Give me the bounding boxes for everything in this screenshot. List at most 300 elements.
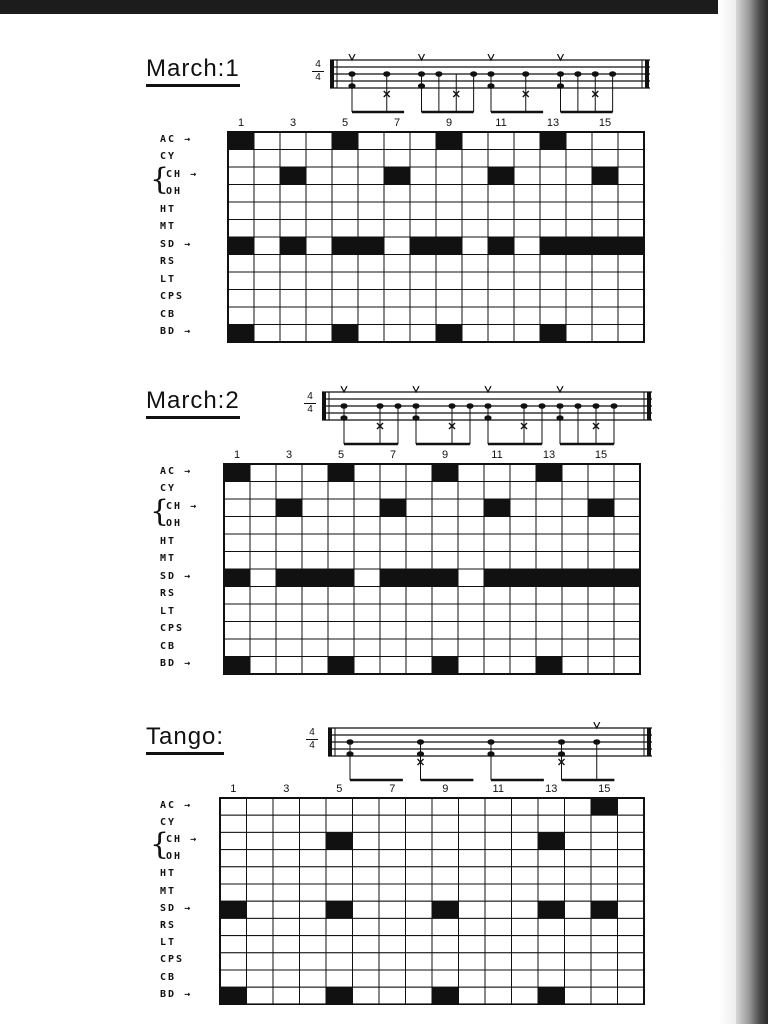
grid-cell-filled[interactable] [538,832,565,849]
grid-cell[interactable] [273,832,300,849]
grid-cell[interactable] [328,604,354,622]
grid-cell[interactable] [484,482,510,500]
grid-cell[interactable] [485,970,512,987]
grid-cell-filled[interactable] [540,237,566,255]
grid-cell[interactable] [458,604,484,622]
grid-cell[interactable] [220,832,247,849]
grid-cell[interactable] [436,220,462,238]
grid-cell[interactable] [592,307,618,325]
grid-cell-filled[interactable] [276,569,302,587]
grid-cell[interactable] [254,220,280,238]
grid-cell[interactable] [432,534,458,552]
grid-cell[interactable] [354,622,380,640]
grid-cell[interactable] [358,202,384,220]
grid-cell[interactable] [538,918,565,935]
grid-cell[interactable] [273,815,300,832]
grid-cell-filled[interactable] [432,657,458,675]
grid-cell[interactable] [280,307,306,325]
grid-cell[interactable] [459,936,486,953]
grid-cell[interactable] [459,832,486,849]
grid-cell-filled[interactable] [591,798,618,815]
grid-cell[interactable] [458,569,484,587]
grid-cell[interactable] [562,604,588,622]
grid-cell[interactable] [565,987,592,1004]
grid-cell[interactable] [358,325,384,343]
grid-cell[interactable] [565,918,592,935]
grid-cell[interactable] [326,918,353,935]
grid-cell[interactable] [273,918,300,935]
grid-cell-filled[interactable] [540,132,566,150]
grid-cell[interactable] [592,185,618,203]
grid-cell[interactable] [536,534,562,552]
grid-cell[interactable] [588,604,614,622]
grid-cell[interactable] [354,517,380,535]
grid-cell[interactable] [618,953,645,970]
grid-cell[interactable] [566,132,592,150]
grid-cell[interactable] [328,552,354,570]
grid-cell[interactable] [514,290,540,308]
grid-cell[interactable] [247,953,274,970]
grid-cell[interactable] [358,220,384,238]
grid-cell[interactable] [353,815,380,832]
grid-cell[interactable] [384,307,410,325]
grid-cell[interactable] [358,307,384,325]
grid-cell[interactable] [510,657,536,675]
grid-cell[interactable] [514,185,540,203]
grid-cell[interactable] [406,482,432,500]
grid-cell[interactable] [306,307,332,325]
grid-cell[interactable] [384,150,410,168]
grid-cell[interactable] [436,202,462,220]
grid-cell[interactable] [436,150,462,168]
grid-cell[interactable] [432,604,458,622]
grid-cell[interactable] [484,534,510,552]
grid-cell[interactable] [410,167,436,185]
grid-cell[interactable] [280,132,306,150]
grid-cell[interactable] [588,587,614,605]
grid-cell[interactable] [510,499,536,517]
grid-cell[interactable] [228,307,254,325]
grid-cell[interactable] [254,150,280,168]
grid-cell[interactable] [540,255,566,273]
grid-cell[interactable] [410,202,436,220]
grid-cell[interactable] [462,185,488,203]
grid-cell[interactable] [406,884,433,901]
grid-cell[interactable] [588,639,614,657]
grid-cell[interactable] [618,307,644,325]
grid-cell[interactable] [384,132,410,150]
grid-cell[interactable] [276,639,302,657]
grid-cell[interactable] [328,482,354,500]
grid-cell[interactable] [247,884,274,901]
grid-cell[interactable] [326,798,353,815]
grid-cell[interactable] [588,464,614,482]
grid-cell[interactable] [280,185,306,203]
grid-cell[interactable] [406,918,433,935]
grid-cell[interactable] [358,272,384,290]
grid-cell[interactable] [273,884,300,901]
grid-cell[interactable] [406,639,432,657]
grid-cell[interactable] [306,272,332,290]
grid-cell[interactable] [540,150,566,168]
grid-cell[interactable] [485,850,512,867]
grid-cell[interactable] [562,464,588,482]
grid-cell[interactable] [276,657,302,675]
grid-cell[interactable] [273,867,300,884]
grid-cell[interactable] [436,167,462,185]
grid-cell[interactable] [432,850,459,867]
grid-cell[interactable] [220,970,247,987]
grid-cell[interactable] [300,798,327,815]
grid-cell-filled[interactable] [588,499,614,517]
grid-cell[interactable] [462,290,488,308]
grid-cell[interactable] [332,307,358,325]
grid-cell[interactable] [358,132,384,150]
grid-cell[interactable] [485,987,512,1004]
grid-cell[interactable] [591,850,618,867]
grid-cell[interactable] [384,290,410,308]
grid-cell[interactable] [592,220,618,238]
grid-cell-filled[interactable] [536,464,562,482]
grid-cell-filled[interactable] [618,237,644,255]
grid-cell[interactable] [354,657,380,675]
grid-cell[interactable] [540,202,566,220]
grid-cell[interactable] [406,517,432,535]
grid-cell[interactable] [254,202,280,220]
grid-cell-filled[interactable] [484,499,510,517]
grid-cell[interactable] [562,622,588,640]
grid-cell[interactable] [326,936,353,953]
grid-cell[interactable] [406,534,432,552]
grid-cell[interactable] [326,884,353,901]
grid-cell[interactable] [432,639,458,657]
grid-cell[interactable] [300,832,327,849]
grid-cell[interactable] [380,517,406,535]
grid-cell[interactable] [302,657,328,675]
grid-cell[interactable] [592,325,618,343]
grid-cell[interactable] [302,499,328,517]
grid-cell[interactable] [276,482,302,500]
grid-cell[interactable] [432,815,459,832]
grid-cell-filled[interactable] [358,237,384,255]
grid-cell[interactable] [488,150,514,168]
grid-cell[interactable] [328,587,354,605]
grid-cell[interactable] [566,290,592,308]
grid-cell[interactable] [462,307,488,325]
grid-cell[interactable] [280,150,306,168]
grid-cell-filled[interactable] [220,901,247,918]
grid-cell[interactable] [514,202,540,220]
grid-cell[interactable] [410,132,436,150]
grid-cell[interactable] [510,587,536,605]
grid-cell[interactable] [302,639,328,657]
grid-cell[interactable] [485,867,512,884]
grid-cell[interactable] [224,482,250,500]
grid-cell-filled[interactable] [406,569,432,587]
grid-cell[interactable] [591,867,618,884]
grid-cell[interactable] [462,220,488,238]
grid-cell[interactable] [254,325,280,343]
grid-cell[interactable] [250,622,276,640]
grid-cell[interactable] [300,884,327,901]
grid-cell[interactable] [565,832,592,849]
grid-cell[interactable] [614,639,640,657]
grid-cell[interactable] [538,936,565,953]
grid-cell[interactable] [565,815,592,832]
grid-cell[interactable] [458,639,484,657]
grid-cell[interactable] [353,850,380,867]
grid-cell[interactable] [512,936,539,953]
grid-cell[interactable] [488,185,514,203]
grid-cell[interactable] [536,604,562,622]
grid-cell[interactable] [353,867,380,884]
grid-cell-filled[interactable] [332,325,358,343]
grid-cell[interactable] [250,657,276,675]
grid-cell[interactable] [306,290,332,308]
grid-cell[interactable] [280,202,306,220]
grid-cell-filled[interactable] [326,987,353,1004]
grid-cell[interactable] [459,901,486,918]
grid-cell-filled[interactable] [280,237,306,255]
grid-cell[interactable] [328,499,354,517]
grid-cell[interactable] [436,272,462,290]
grid-cell[interactable] [306,167,332,185]
grid-cell[interactable] [306,237,332,255]
grid-cell[interactable] [565,798,592,815]
grid-cell[interactable] [565,953,592,970]
grid-cell[interactable] [458,482,484,500]
grid-cell[interactable] [358,167,384,185]
grid-cell[interactable] [306,132,332,150]
grid-cell[interactable] [432,884,459,901]
grid-cell[interactable] [614,517,640,535]
grid-cell[interactable] [485,815,512,832]
grid-cell[interactable] [458,499,484,517]
grid-cell[interactable] [410,150,436,168]
grid-cell[interactable] [353,884,380,901]
grid-cell[interactable] [306,202,332,220]
grid-cell[interactable] [485,832,512,849]
grid-cell[interactable] [514,167,540,185]
grid-cell[interactable] [540,290,566,308]
grid-cell[interactable] [432,622,458,640]
grid-cell[interactable] [484,517,510,535]
grid-cell[interactable] [536,499,562,517]
grid-cell[interactable] [380,534,406,552]
grid-cell-filled[interactable] [224,464,250,482]
grid-cell[interactable] [300,850,327,867]
grid-cell[interactable] [410,290,436,308]
grid-cell[interactable] [591,953,618,970]
grid-cell[interactable] [300,936,327,953]
grid-cell[interactable] [488,290,514,308]
grid-cell[interactable] [458,657,484,675]
grid-cell[interactable] [512,970,539,987]
grid-cell[interactable] [220,798,247,815]
grid-cell[interactable] [406,622,432,640]
grid-cell[interactable] [406,867,433,884]
grid-cell[interactable] [358,150,384,168]
grid-cell[interactable] [562,499,588,517]
grid-cell[interactable] [484,639,510,657]
grid-cell[interactable] [250,517,276,535]
grid-cell[interactable] [618,815,645,832]
grid-cell[interactable] [591,970,618,987]
grid-cell[interactable] [302,534,328,552]
grid-cell[interactable] [459,850,486,867]
grid-cell[interactable] [562,587,588,605]
grid-cell[interactable] [484,657,510,675]
grid-cell[interactable] [406,901,433,918]
grid-cell[interactable] [358,255,384,273]
grid-cell[interactable] [459,884,486,901]
grid-cell[interactable] [536,552,562,570]
grid-cell[interactable] [250,464,276,482]
grid-cell[interactable] [254,132,280,150]
grid-cell[interactable] [332,255,358,273]
grid-cell[interactable] [566,167,592,185]
grid-cell[interactable] [254,167,280,185]
grid-cell[interactable] [358,185,384,203]
grid-cell-filled[interactable] [436,132,462,150]
grid-cell[interactable] [384,202,410,220]
grid-cell[interactable] [406,499,432,517]
grid-cell[interactable] [326,850,353,867]
grid-cell[interactable] [250,639,276,657]
grid-cell[interactable] [247,987,274,1004]
grid-cell[interactable] [254,307,280,325]
grid-cell[interactable] [276,517,302,535]
grid-cell[interactable] [224,517,250,535]
grid-cell[interactable] [618,220,644,238]
grid-cell[interactable] [618,987,645,1004]
grid-cell[interactable] [276,604,302,622]
grid-cell[interactable] [510,604,536,622]
grid-cell[interactable] [485,936,512,953]
grid-cell[interactable] [273,798,300,815]
grid-cell-filled[interactable] [436,237,462,255]
grid-cell[interactable] [588,622,614,640]
grid-cell[interactable] [224,552,250,570]
grid-cell[interactable] [276,534,302,552]
grid-cell[interactable] [254,272,280,290]
grid-cell[interactable] [354,604,380,622]
grid-cell[interactable] [300,815,327,832]
grid-cell-filled[interactable] [224,657,250,675]
grid-cell[interactable] [618,167,644,185]
grid-cell[interactable] [488,202,514,220]
grid-cell[interactable] [592,255,618,273]
grid-cell[interactable] [254,290,280,308]
grid-cell[interactable] [562,657,588,675]
grid-cell[interactable] [459,987,486,1004]
grid-cell[interactable] [591,884,618,901]
grid-cell[interactable] [510,639,536,657]
grid-cell[interactable] [512,901,539,918]
grid-cell[interactable] [220,884,247,901]
grid-cell[interactable] [484,622,510,640]
grid-cell[interactable] [512,884,539,901]
grid-cell[interactable] [488,132,514,150]
grid-cell[interactable] [384,272,410,290]
grid-cell[interactable] [280,255,306,273]
grid-cell[interactable] [618,850,645,867]
grid-cell-filled[interactable] [380,569,406,587]
grid-cell-filled[interactable] [484,569,510,587]
grid-cell[interactable] [406,987,433,1004]
grid-cell[interactable] [220,850,247,867]
grid-cell[interactable] [254,185,280,203]
grid-cell-filled[interactable] [220,987,247,1004]
grid-cell[interactable] [384,185,410,203]
grid-cell[interactable] [566,307,592,325]
grid-cell[interactable] [512,867,539,884]
grid-cell[interactable] [536,587,562,605]
grid-cell-filled[interactable] [328,657,354,675]
grid-cell[interactable] [354,639,380,657]
grid-cell[interactable] [228,290,254,308]
grid-cell[interactable] [614,622,640,640]
grid-cell[interactable] [538,884,565,901]
grid-cell[interactable] [247,918,274,935]
grid-cell[interactable] [328,534,354,552]
grid-cell[interactable] [276,622,302,640]
grid-cell[interactable] [353,832,380,849]
grid-cell[interactable] [566,150,592,168]
grid-cell[interactable] [306,255,332,273]
grid-cell[interactable] [406,657,432,675]
grid-cell[interactable] [514,325,540,343]
grid-cell[interactable] [462,202,488,220]
grid-cell[interactable] [332,185,358,203]
grid-cell[interactable] [618,325,644,343]
grid-cell[interactable] [224,534,250,552]
grid-cell[interactable] [488,307,514,325]
grid-cell[interactable] [406,604,432,622]
grid-cell[interactable] [228,220,254,238]
grid-cell[interactable] [302,482,328,500]
grid-cell[interactable] [510,622,536,640]
grid-cell[interactable] [538,850,565,867]
grid-cell[interactable] [512,953,539,970]
grid-cell[interactable] [250,604,276,622]
grid-cell[interactable] [591,918,618,935]
grid-cell[interactable] [379,884,406,901]
grid-cell[interactable] [459,918,486,935]
grid-cell[interactable] [618,272,644,290]
grid-cell[interactable] [224,587,250,605]
grid-cell[interactable] [410,307,436,325]
grid-cell[interactable] [247,850,274,867]
grid-cell[interactable] [540,167,566,185]
grid-cell[interactable] [538,953,565,970]
grid-cell[interactable] [436,290,462,308]
grid-cell-filled[interactable] [326,832,353,849]
grid-cell[interactable] [273,901,300,918]
grid-cell[interactable] [566,255,592,273]
grid-cell[interactable] [302,552,328,570]
grid-cell[interactable] [618,936,645,953]
grid-cell[interactable] [462,167,488,185]
grid-cell[interactable] [432,970,459,987]
grid-cell[interactable] [247,901,274,918]
grid-cell[interactable] [432,482,458,500]
grid-cell[interactable] [562,639,588,657]
grid-cell[interactable] [406,936,433,953]
grid-cell[interactable] [459,867,486,884]
grid-cell[interactable] [410,220,436,238]
grid-cell[interactable] [276,552,302,570]
